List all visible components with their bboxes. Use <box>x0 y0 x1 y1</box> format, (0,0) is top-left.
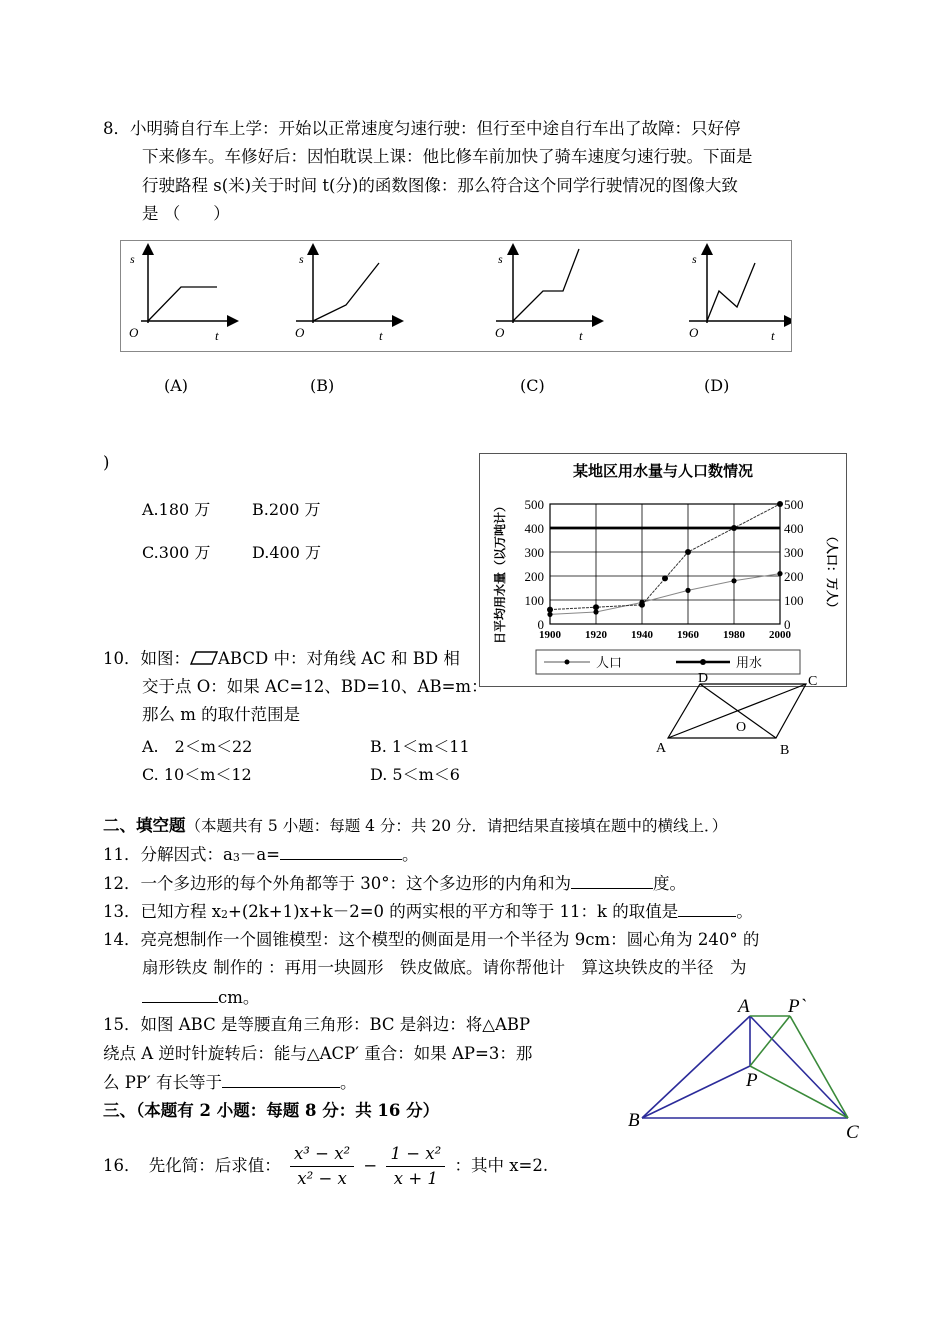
q12-pre: 12．一个多边形的每个外角都等于 30°：这个多边形的内角和为 <box>103 874 571 893</box>
q12-answer-blank[interactable] <box>571 872 653 889</box>
graph-c-t: t <box>579 328 583 343</box>
q13-exponent: 2 <box>221 908 229 921</box>
q12 <box>103 872 686 895</box>
q14-answer-blank[interactable] <box>142 986 218 1003</box>
q16-frac1-numerator: x³ − x² <box>290 1144 354 1167</box>
q15-line3 <box>103 1071 356 1094</box>
series-water-point <box>685 549 691 555</box>
q16-frac1-denominator: x² − x <box>297 1169 347 1188</box>
graph-c <box>495 249 598 343</box>
graph-d-s: s <box>692 252 697 266</box>
series-water-point <box>547 607 553 613</box>
q11-mid: －a= <box>239 845 281 864</box>
chart-ytick-left: 400 <box>524 521 544 536</box>
q9-option-d: D.400 万 <box>252 543 321 562</box>
q10-option-b: B. 1＜m＜11 <box>370 737 470 756</box>
graph-c-o: O <box>495 325 505 340</box>
q13-pre: 13．已知方程 x <box>103 902 222 921</box>
q11-exponent: 3 <box>232 851 240 864</box>
series-water-point <box>639 602 645 608</box>
graph-d-o: O <box>689 325 699 340</box>
chart-xtick: 2000 <box>769 629 791 641</box>
chart-xtick: 1900 <box>539 629 561 641</box>
graph-c-s: s <box>498 252 503 266</box>
graph-b-s: s <box>299 252 304 266</box>
graph-b-t: t <box>379 328 383 343</box>
graph-a-s: s <box>130 252 135 266</box>
q8-label-b: (B) <box>310 376 335 395</box>
q8-graphs <box>121 241 791 351</box>
legend-pop-marker <box>565 660 570 665</box>
series-population-point <box>685 588 690 593</box>
q11 <box>103 843 419 869</box>
q10-line1-pre: 10．如图： <box>103 649 190 668</box>
parallelogram-icon <box>190 651 218 665</box>
q14-line1: 14．亮亮想制作一个圆锥模型：这个模型的侧面是用一个半径为 9cm：圆心角为 240° 的 <box>103 930 760 949</box>
graph-d-t: t <box>771 328 775 343</box>
triangle-figure <box>622 994 872 1144</box>
chart-ylabel-left: 日平均用水量（以万吨计） <box>493 499 507 645</box>
q10-line1-post: ABCD 中：对角线 AC 和 BD 相 <box>218 649 460 668</box>
q16-minus: − <box>363 1156 378 1175</box>
graph-b-o: O <box>295 325 305 340</box>
q8-line3: 行驶路程 s(米)关于时间 t(分)的函数图像：那么符合这个同学行驶情况的图像大致 <box>142 176 738 195</box>
q16-fraction-1 <box>290 1144 354 1189</box>
graph-d <box>689 249 790 343</box>
chart-ticks <box>525 497 804 641</box>
q8-label-d: (D) <box>704 376 730 395</box>
series-population-point <box>731 578 736 583</box>
fig-label-a: A <box>656 741 667 756</box>
q9-option-a: A.180 万 <box>142 500 211 519</box>
legend-water-marker <box>700 659 706 665</box>
chart-ytick-left: 300 <box>524 545 544 560</box>
chart-xtick: 1920 <box>585 629 607 641</box>
chart-xtick: 1960 <box>677 629 699 641</box>
q11-pre: 11．分解因式：a <box>103 845 233 864</box>
q12-post: 度。 <box>653 874 686 893</box>
q8-line4: 是 （ ） <box>142 204 230 223</box>
q14-line3 <box>142 986 259 1009</box>
chart-xtick: 1940 <box>631 629 653 641</box>
q8-label-a: (A) <box>164 376 189 395</box>
q16-pre: 16． 先化简：后求值： <box>103 1156 281 1175</box>
fig-label-d: D <box>698 671 709 686</box>
fig15-label-p-prime: P` <box>788 996 806 1017</box>
fig-label-b: B <box>780 743 790 758</box>
q14-post: cm。 <box>218 988 260 1007</box>
chart-frame <box>550 504 780 624</box>
q10-line2: 交于点 O：如果 AC=12、BD=10、AB=m： <box>142 677 488 696</box>
graph-a-t: t <box>215 328 219 343</box>
chart-grid <box>550 504 780 624</box>
q13 <box>103 900 753 926</box>
section2-header <box>103 815 727 837</box>
chart-ytick-right: 200 <box>784 569 804 584</box>
water-population-chart <box>479 453 847 687</box>
q15-line1: 15．如图 ABC 是等腰直角三角形：BC 是斜边：将△ABP <box>103 1015 531 1034</box>
q13-post: 。 <box>736 902 753 921</box>
series-population-point <box>777 571 782 576</box>
legend-water-label: 用水 <box>736 655 763 670</box>
section2-heading: 二、填空题 <box>103 816 186 835</box>
q8-graph-box <box>120 240 792 352</box>
q14-line2: 扇形铁皮 制作的 ：再用一块圆形 铁皮做底。请你帮他计 算这块铁皮的半径 为 <box>142 958 747 977</box>
series-water-point <box>731 525 737 531</box>
series-water-line <box>550 504 780 610</box>
fig15-label-p: P <box>746 1070 758 1091</box>
chart-series <box>547 501 783 617</box>
series-water-point <box>662 575 668 581</box>
section2-note: （本题共有 5 小题：每题 4 分：共 20 分．请把结果直接填在题中的横线上．） <box>185 817 728 835</box>
chart-ytick-right: 0 <box>784 617 791 632</box>
q10-line3: 那么 m 的取什范围是 <box>142 705 301 724</box>
fig-label-o: O <box>736 720 747 735</box>
chart-ytick-right: 500 <box>784 497 804 512</box>
graph-a-o: O <box>129 325 139 340</box>
fig15-label-c: C <box>846 1122 859 1143</box>
fig15-label-b: B <box>628 1110 640 1131</box>
q13-mid: +(2k+1)x+k－2=0 的两实根的平方和等于 11：k 的取值是 <box>228 902 679 921</box>
chart-xtick: 1980 <box>723 629 745 641</box>
q9-option-b: B.200 万 <box>252 500 321 519</box>
chart-ytick-right: 100 <box>784 593 804 608</box>
q8-line1: 8．小明骑自行车上学：开始以正常速度匀速行驶：但行至中途自行车出了故障：只好停 <box>103 119 741 138</box>
q10-line1 <box>103 648 460 670</box>
q8-line2: 下来修车。车修好后：因怕耽误上课：他比修车前加快了骑车速度匀速行驶。下面是 <box>142 147 753 166</box>
q13-answer-blank[interactable] <box>678 900 736 917</box>
chart-ytick-right: 300 <box>784 545 804 560</box>
q16 <box>103 1144 548 1189</box>
q16-frac2-numerator: 1 − x² <box>386 1144 445 1167</box>
q8-label-c: (C) <box>520 376 545 395</box>
graph-a <box>129 249 233 343</box>
q9-option-c: C.300 万 <box>142 543 211 562</box>
graph-b <box>295 249 398 343</box>
chart-svg <box>480 454 846 686</box>
fig-label-c: C <box>808 674 818 689</box>
q15-line2: 绕点 A 逆时针旋转后：能与△ACP′ 重合：如果 AP=3：那 <box>103 1044 533 1063</box>
section3-heading: 三、（本题有 2 小题：每题 8 分：共 16 分） <box>103 1101 440 1120</box>
legend-pop-label: 人口 <box>596 655 623 670</box>
series-water-point <box>593 604 599 610</box>
chart-title: 某地区用水量与人口数情况 <box>572 464 754 480</box>
chart-ytick-left: 500 <box>524 497 544 512</box>
fig15-label-a: A <box>738 996 750 1017</box>
q15-answer-blank[interactable] <box>222 1071 340 1088</box>
q10-option-a: A. 2＜m＜22 <box>142 737 253 756</box>
q10-option-c: C. 10＜m＜12 <box>142 765 252 784</box>
chart-ytick-right: 400 <box>784 521 804 536</box>
chart-ylabel-right: （人口：万人） <box>825 529 839 615</box>
chart-ytick-left: 200 <box>524 569 544 584</box>
q15-line3-pre: 么 PP′ 有长等于 <box>103 1073 222 1092</box>
series-water-point <box>777 501 783 507</box>
q10-option-d: D. 5＜m＜6 <box>370 765 460 784</box>
parallelogram-figure <box>650 668 830 758</box>
q16-fraction-2 <box>386 1144 445 1189</box>
q9-paren: ) <box>103 453 110 472</box>
q16-post: ：其中 x=2. <box>454 1156 549 1175</box>
q15-line3-post: 。 <box>339 1073 357 1092</box>
q11-answer-blank[interactable] <box>280 843 402 860</box>
chart-ytick-left: 0 <box>537 617 544 632</box>
q11-post: 。 <box>402 845 419 864</box>
q16-frac2-denominator: x + 1 <box>393 1169 438 1188</box>
chart-ytick-left: 100 <box>524 593 544 608</box>
